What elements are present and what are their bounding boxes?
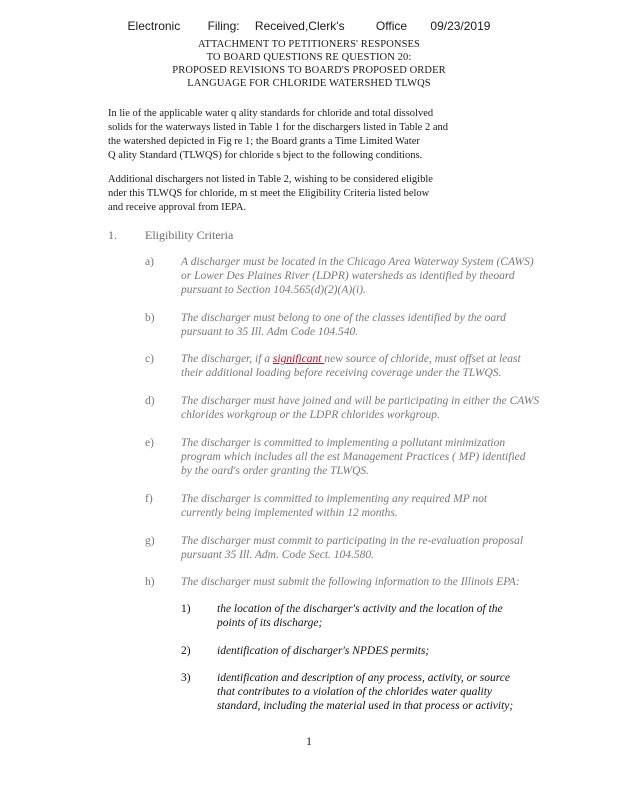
criterion-label: f) <box>145 493 153 505</box>
submission-line: standard, including the material used in that process or activity; <box>217 700 514 712</box>
additional-line: and receive approval from IEPA. <box>108 202 247 213</box>
filing-stamp-part: Electronic <box>127 19 181 33</box>
criterion-line: The discharger must belong to one of the classes identified by the oard <box>181 312 506 324</box>
criterion-text: The discharger, if a <box>181 353 273 365</box>
intro-line: In lie of the applicable water q ality standards for chloride and total dissolved <box>108 108 434 119</box>
criterion-line: pursuant to 35 Ill. Adm Code 104.540. <box>181 326 359 338</box>
title-line: LANGUAGE FOR CHLORIDE WATERSHED TLWQS <box>187 78 431 89</box>
criterion-line: currently being implemented within 12 months. <box>181 507 398 519</box>
title-line: TO BOARD QUESTIONS RE QUESTION 20: <box>206 52 412 63</box>
criterion-text: new source of chloride, must offset at least <box>324 353 521 365</box>
document-title <box>0 38 618 90</box>
criterion-line: their additional loading before receiving coverage under the TLWQS. <box>181 367 502 379</box>
intro-line: Q ality Standard (TLWQS) for chloride s bject to the following conditions. <box>108 150 423 161</box>
submission-label: 3) <box>181 672 191 684</box>
criterion-line: The discharger is committed to implementing a pollutant minimization <box>181 437 506 449</box>
criterion-line: by the oard's order granting the TLWQS. <box>181 465 370 477</box>
intro-line: the watershed depicted in Fig re 1; the Board grants a Time Limited Water <box>108 136 420 147</box>
criterion-line: A discharger must be located in the Chicago Area Waterway System (CAWS) <box>181 256 534 268</box>
criterion-line: chlorides workgroup or the LDPR chlorides workgroup. <box>181 409 440 421</box>
submission-line: points of its discharge; <box>217 617 323 629</box>
criterion-line: program which includes all the est Management Practices ( MP) identified <box>181 451 526 463</box>
additional-line: Additional dischargers not listed in Table 2, wishing to be considered eligible <box>108 174 433 185</box>
additional-line: nder this TLWQS for chloride, m st meet the Eligibility Criteria listed below <box>108 188 430 199</box>
intro-line: solids for the waterways listed in Table 1 for the dischargers listed in Table 2 and <box>108 122 448 133</box>
criterion-line: The discharger is committed to implementing any required MP not <box>181 493 488 505</box>
filing-stamp-part: Office <box>375 19 408 33</box>
filing-stamp <box>0 19 618 33</box>
title-line: ATTACHMENT TO PETITIONERS' RESPONSES <box>198 39 420 50</box>
filing-stamp-part: Filing: <box>207 19 240 33</box>
section-number: 1. <box>108 228 117 242</box>
filing-stamp-part: Received,Clerk's <box>254 19 345 33</box>
title-line: PROPOSED REVISIONS TO BOARD'S PROPOSED ORDER <box>172 65 446 76</box>
submission-line: identification and description of any process, activity, or source <box>217 672 510 684</box>
submission-line: the location of the discharger's activity and the location of the <box>217 603 503 615</box>
criterion-label: d) <box>145 395 155 407</box>
inserted-text: significant <box>272 353 325 365</box>
filing-stamp-date: 09/23/2019 <box>430 19 491 33</box>
criterion-label: g) <box>145 535 155 547</box>
submission-line: that contributes to a violation of the chlorides water quality <box>217 686 493 698</box>
intro-paragraph <box>108 107 448 163</box>
section-title: Eligibility Criteria <box>145 228 234 242</box>
criterion-label: h) <box>145 576 155 588</box>
criterion-label: a) <box>145 256 154 268</box>
additional-dischargers-paragraph <box>108 173 448 215</box>
criterion-line: or Lower Des Plaines River (LDPR) watersheds as identified by theoard <box>181 270 515 282</box>
criterion-line: The discharger must have joined and will be participating in either the CAWS <box>181 395 540 407</box>
submission-label: 2) <box>181 645 191 657</box>
page-number: 1 <box>306 734 312 748</box>
criterion-line: The discharger must submit the following information to the Illinois EPA: <box>181 576 520 588</box>
criterion-label: e) <box>145 437 154 449</box>
criterion-line: pursuant 35 Ill. Adm. Code Sect. 104.580. <box>181 549 375 561</box>
submission-label: 1) <box>181 603 191 615</box>
criterion-line: The discharger must commit to participating in the re-evaluation proposal <box>181 535 524 547</box>
submission-line: identification of discharger's NPDES permits; <box>217 645 430 657</box>
criterion-label: b) <box>145 312 155 324</box>
criterion-label: c) <box>145 353 154 365</box>
criterion-line: pursuant to Section 104.565(d)(2)(A)(i). <box>181 284 366 296</box>
